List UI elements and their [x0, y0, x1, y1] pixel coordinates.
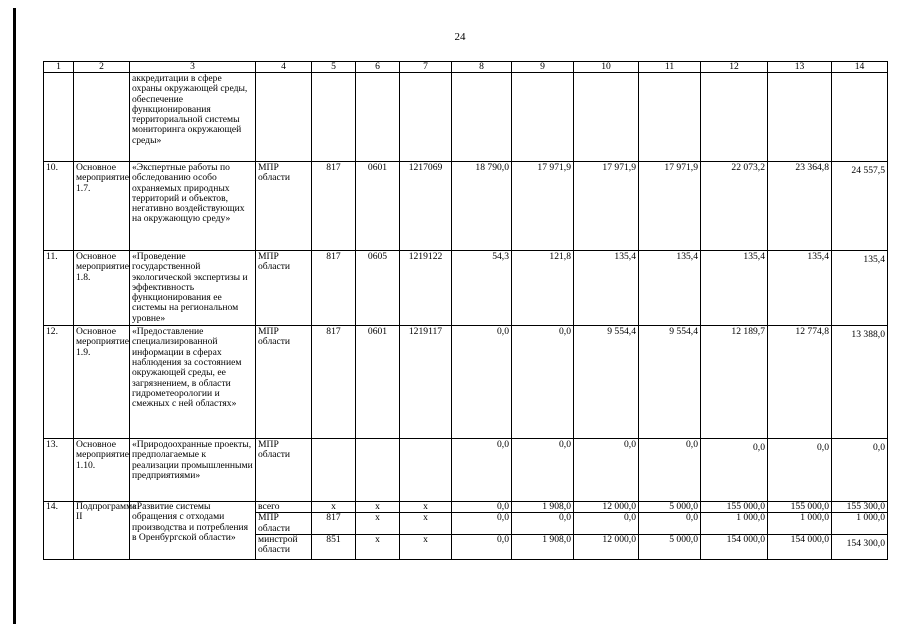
row-csr: х: [400, 513, 452, 535]
row-number: [44, 73, 74, 162]
row-csr: 1217069: [400, 162, 452, 251]
row-value: [512, 73, 574, 162]
row-grbs: 851: [312, 534, 356, 559]
row-value: 0,0: [452, 534, 512, 559]
row-rzpr: 0601: [356, 326, 400, 439]
row-rzpr: х: [356, 502, 400, 513]
row-executor: МПР области: [256, 326, 312, 439]
row-executor: МПР области: [256, 439, 312, 502]
row-value: 24 557,5: [832, 162, 888, 251]
row-number: 14.: [44, 502, 74, 560]
row-value: 154 000,0: [701, 534, 768, 559]
row-name: аккредитации в сфере охраны окружающей среды, обеспечение функционирования территориальной системы мониторинга окружающей среды»: [130, 73, 256, 162]
row-value: 0,0: [512, 513, 574, 535]
table-row: [44, 326, 888, 439]
row-value: 17 971,9: [512, 162, 574, 251]
header-cell: 4: [256, 62, 312, 73]
row-value: 0,0: [768, 439, 832, 502]
table-row: [44, 162, 888, 251]
row-value: 12 774,8: [768, 326, 832, 439]
row-value: [832, 73, 888, 162]
row-rzpr: [356, 73, 400, 162]
page-edge-bar: [13, 8, 16, 624]
row-name: «Экспертные работы по обследованию особо охраняемых природных территорий и объектов, негативно воздействующих на окружающую среду»: [130, 162, 256, 251]
header-cell: 3: [130, 62, 256, 73]
row-value: 17 971,9: [574, 162, 639, 251]
header-cell: 7: [400, 62, 452, 73]
row-type: Основное мероприятие 1.8.: [74, 251, 130, 326]
row-value: 1 908,0: [512, 502, 574, 513]
row-value: 54,3: [452, 251, 512, 326]
row-csr: 1219117: [400, 326, 452, 439]
row-name: «Развитие системы обращения с отходами производства и потребления в Оренбургской области»: [130, 502, 256, 560]
row-name: «Предоставление специализированной информации в сферах наблюдения за состоянием окружающей среды, ее загрязнением, в области гидрометеорологии и смежных с ней областях»: [130, 326, 256, 439]
row-value: 135,4: [768, 251, 832, 326]
row-executor: всего: [256, 502, 312, 513]
row-rzpr: х: [356, 534, 400, 559]
row-rzpr: х: [356, 513, 400, 535]
row-name: «Природоохранные проекты, предполагаемые к реализации промышленными предприятиями»: [130, 439, 256, 502]
row-grbs: 817: [312, 326, 356, 439]
row-csr: [400, 73, 452, 162]
row-value: 5 000,0: [639, 502, 701, 513]
row-value: 0,0: [701, 439, 768, 502]
row-value: [574, 73, 639, 162]
row-executor: [256, 73, 312, 162]
header-cell: 8: [452, 62, 512, 73]
row-value: 12 000,0: [574, 502, 639, 513]
row-type: [74, 73, 130, 162]
row-value: 5 000,0: [639, 534, 701, 559]
row-number: 11.: [44, 251, 74, 326]
row-value: [639, 73, 701, 162]
row-grbs: [312, 73, 356, 162]
row-value: 0,0: [452, 502, 512, 513]
table-header-row: [44, 62, 888, 73]
row-value: 154 000,0: [768, 534, 832, 559]
header-cell: 5: [312, 62, 356, 73]
table-row: [44, 251, 888, 326]
header-cell: 1: [44, 62, 74, 73]
header-cell: 14: [832, 62, 888, 73]
row-rzpr: 0601: [356, 162, 400, 251]
row-value: 135,4: [701, 251, 768, 326]
header-cell: 9: [512, 62, 574, 73]
row-value: 22 073,2: [701, 162, 768, 251]
table-row: [44, 73, 888, 162]
page-number: 24: [454, 31, 466, 43]
row-csr: 1219122: [400, 251, 452, 326]
row-value: 155 000,0: [701, 502, 768, 513]
row-value: 154 300,0: [832, 534, 888, 559]
row-grbs: 817: [312, 513, 356, 535]
header-cell: 11: [639, 62, 701, 73]
row-value: 0,0: [512, 439, 574, 502]
row-value: [452, 73, 512, 162]
row-csr: х: [400, 502, 452, 513]
row-value: 1 000,0: [832, 513, 888, 535]
row-type: Подпрограмма II: [74, 502, 130, 560]
header-cell: 13: [768, 62, 832, 73]
row-value: 0,0: [452, 439, 512, 502]
row-csr: х: [400, 534, 452, 559]
table-row: [44, 502, 888, 513]
row-value: 155 000,0: [768, 502, 832, 513]
table-row: [44, 439, 888, 502]
row-value: 0,0: [574, 513, 639, 535]
row-executor: МПР области: [256, 162, 312, 251]
row-value: 9 554,4: [574, 326, 639, 439]
row-value: 9 554,4: [639, 326, 701, 439]
row-value: 17 971,9: [639, 162, 701, 251]
row-grbs: х: [312, 502, 356, 513]
row-type: Основное мероприятие 1.9.: [74, 326, 130, 439]
header-cell: 12: [701, 62, 768, 73]
row-value: 0,0: [452, 513, 512, 535]
row-value: 0,0: [574, 439, 639, 502]
row-name: «Проведение государственной экологической экспертизы и эффективность функционирования ее системы на региональном уровне»: [130, 251, 256, 326]
row-value: 0,0: [512, 326, 574, 439]
row-rzpr: [356, 439, 400, 502]
row-value: 18 790,0: [452, 162, 512, 251]
row-value: 135,4: [639, 251, 701, 326]
row-type: Основное мероприятие 1.10.: [74, 439, 130, 502]
row-number: 10.: [44, 162, 74, 251]
row-value: [701, 73, 768, 162]
header-cell: 10: [574, 62, 639, 73]
row-value: 23 364,8: [768, 162, 832, 251]
row-value: 135,4: [574, 251, 639, 326]
row-value: 0,0: [452, 326, 512, 439]
row-value: 0,0: [832, 439, 888, 502]
row-value: 1 908,0: [512, 534, 574, 559]
row-value: 155 300,0: [832, 502, 888, 513]
row-executor: МПР области: [256, 251, 312, 326]
row-value: 135,4: [832, 251, 888, 326]
row-grbs: 817: [312, 162, 356, 251]
row-number: 13.: [44, 439, 74, 502]
header-cell: 6: [356, 62, 400, 73]
row-rzpr: 0605: [356, 251, 400, 326]
budget-table: [43, 61, 888, 560]
row-value: 1 000,0: [701, 513, 768, 535]
row-value: 12 000,0: [574, 534, 639, 559]
row-grbs: 817: [312, 251, 356, 326]
row-type: Основное мероприятие 1.7.: [74, 162, 130, 251]
row-grbs: [312, 439, 356, 502]
row-value: [768, 73, 832, 162]
row-value: 0,0: [639, 439, 701, 502]
row-value: 1 000,0: [768, 513, 832, 535]
row-value: 0,0: [639, 513, 701, 535]
row-executor: МПР области: [256, 513, 312, 535]
row-executor: минстрой области: [256, 534, 312, 559]
row-csr: [400, 439, 452, 502]
row-number: 12.: [44, 326, 74, 439]
row-value: 13 388,0: [832, 326, 888, 439]
header-cell: 2: [74, 62, 130, 73]
row-value: 12 189,7: [701, 326, 768, 439]
row-value: 121,8: [512, 251, 574, 326]
